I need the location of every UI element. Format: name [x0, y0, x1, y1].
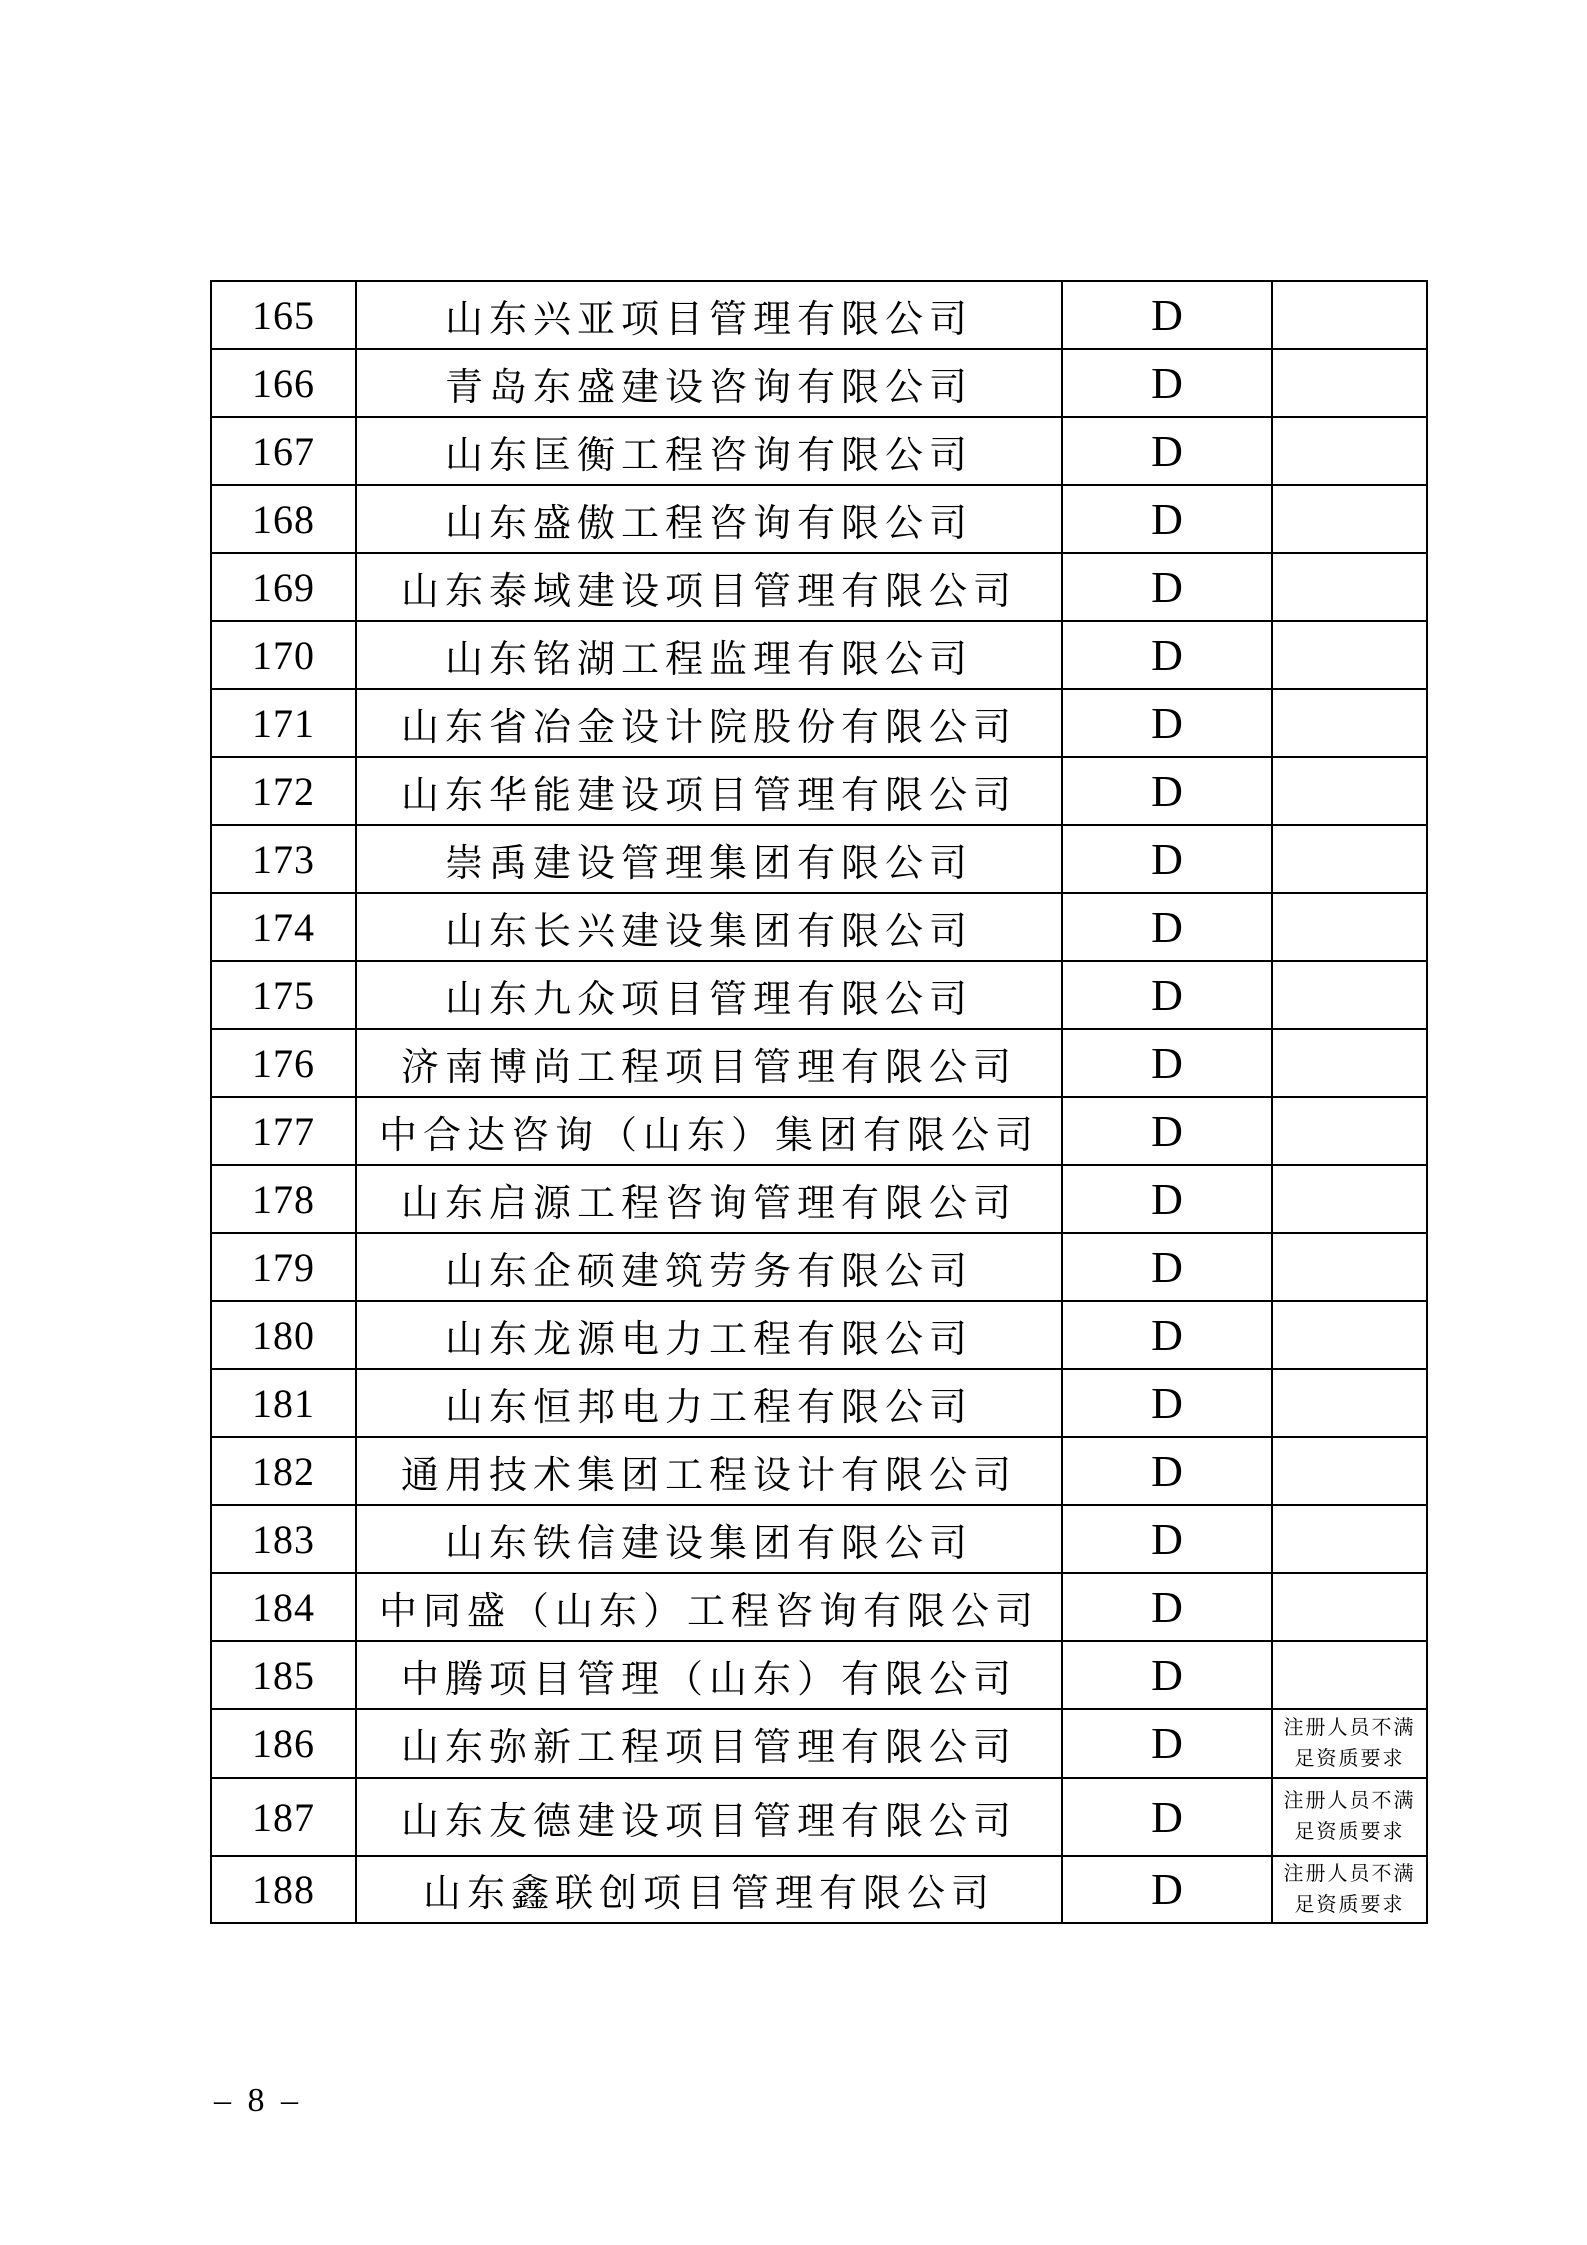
remark-cell: 注册人员不满足资质要求 [1272, 1778, 1427, 1856]
remark-cell [1272, 893, 1427, 961]
grade-cell: D [1062, 281, 1272, 349]
remark-cell [1272, 961, 1427, 1029]
table-row [211, 1301, 1427, 1369]
company-cell: 山东铭湖工程监理有限公司 [356, 621, 1062, 689]
grade-cell: D [1062, 1573, 1272, 1641]
grade-cell: D [1062, 621, 1272, 689]
remark-cell [1272, 1505, 1427, 1573]
company-cell: 山东鑫联创项目管理有限公司 [356, 1856, 1062, 1923]
remark-cell [1272, 1573, 1427, 1641]
serial-cell: 169 [211, 553, 356, 621]
table-row [211, 485, 1427, 553]
remark-cell: 注册人员不满足资质要求 [1272, 1709, 1427, 1778]
table-row [211, 1709, 1427, 1778]
company-cell: 山东恒邦电力工程有限公司 [356, 1369, 1062, 1437]
table-row [211, 281, 1427, 349]
remark-cell [1272, 1097, 1427, 1165]
table-row [211, 893, 1427, 961]
company-cell: 山东匡衡工程咨询有限公司 [356, 417, 1062, 485]
company-cell: 中同盛（山东）工程咨询有限公司 [356, 1573, 1062, 1641]
company-cell: 山东铁信建设集团有限公司 [356, 1505, 1062, 1573]
grade-cell: D [1062, 1301, 1272, 1369]
serial-cell: 177 [211, 1097, 356, 1165]
company-cell: 山东盛傲工程咨询有限公司 [356, 485, 1062, 553]
remark-cell [1272, 281, 1427, 349]
grade-cell: D [1062, 1233, 1272, 1301]
table-row [211, 417, 1427, 485]
company-rating-table [210, 280, 1428, 1924]
grade-cell: D [1062, 417, 1272, 485]
company-cell: 中合达咨询（山东）集团有限公司 [356, 1097, 1062, 1165]
company-cell: 济南博尚工程项目管理有限公司 [356, 1029, 1062, 1097]
table-row [211, 961, 1427, 1029]
table-row [211, 757, 1427, 825]
table-row [211, 1097, 1427, 1165]
company-cell: 山东弥新工程项目管理有限公司 [356, 1709, 1062, 1778]
table-row [211, 825, 1427, 893]
remark-cell [1272, 689, 1427, 757]
serial-cell: 174 [211, 893, 356, 961]
grade-cell: D [1062, 1369, 1272, 1437]
grade-cell: D [1062, 1097, 1272, 1165]
company-cell: 山东长兴建设集团有限公司 [356, 893, 1062, 961]
grade-cell: D [1062, 1778, 1272, 1856]
company-cell: 山东启源工程咨询管理有限公司 [356, 1165, 1062, 1233]
remark-cell [1272, 1233, 1427, 1301]
remark-cell [1272, 349, 1427, 417]
table-row [211, 1856, 1427, 1923]
serial-cell: 173 [211, 825, 356, 893]
table-row [211, 1233, 1427, 1301]
grade-cell: D [1062, 1165, 1272, 1233]
grade-cell: D [1062, 1505, 1272, 1573]
remark-cell [1272, 1301, 1427, 1369]
serial-cell: 181 [211, 1369, 356, 1437]
company-cell: 山东泰域建设项目管理有限公司 [356, 553, 1062, 621]
serial-cell: 172 [211, 757, 356, 825]
grade-cell: D [1062, 1856, 1272, 1923]
table-row [211, 1573, 1427, 1641]
grade-cell: D [1062, 1029, 1272, 1097]
table-body [211, 281, 1427, 1923]
remark-cell [1272, 1641, 1427, 1709]
table-row [211, 1505, 1427, 1573]
table-row [211, 1641, 1427, 1709]
serial-cell: 188 [211, 1856, 356, 1923]
grade-cell: D [1062, 689, 1272, 757]
serial-cell: 167 [211, 417, 356, 485]
serial-cell: 168 [211, 485, 356, 553]
remark-cell [1272, 1029, 1427, 1097]
company-cell: 山东华能建设项目管理有限公司 [356, 757, 1062, 825]
grade-cell: D [1062, 757, 1272, 825]
grade-cell: D [1062, 553, 1272, 621]
company-cell: 山东九众项目管理有限公司 [356, 961, 1062, 1029]
serial-cell: 165 [211, 281, 356, 349]
grade-cell: D [1062, 825, 1272, 893]
company-cell: 山东兴亚项目管理有限公司 [356, 281, 1062, 349]
grade-cell: D [1062, 485, 1272, 553]
company-cell: 崇禹建设管理集团有限公司 [356, 825, 1062, 893]
company-cell: 山东龙源电力工程有限公司 [356, 1301, 1062, 1369]
table-row [211, 553, 1427, 621]
serial-cell: 183 [211, 1505, 356, 1573]
remark-cell [1272, 1165, 1427, 1233]
remark-cell [1272, 553, 1427, 621]
company-cell: 中腾项目管理（山东）有限公司 [356, 1641, 1062, 1709]
remark-cell: 注册人员不满足资质要求 [1272, 1856, 1427, 1923]
grade-cell: D [1062, 893, 1272, 961]
serial-cell: 171 [211, 689, 356, 757]
grade-cell: D [1062, 961, 1272, 1029]
page-number: – 8 – [214, 2082, 302, 2119]
grade-cell: D [1062, 1709, 1272, 1778]
table-row [211, 1437, 1427, 1505]
company-cell: 山东友德建设项目管理有限公司 [356, 1778, 1062, 1856]
table-row [211, 1029, 1427, 1097]
serial-cell: 180 [211, 1301, 356, 1369]
company-cell: 山东企硕建筑劳务有限公司 [356, 1233, 1062, 1301]
table-row [211, 1165, 1427, 1233]
remark-cell [1272, 1369, 1427, 1437]
serial-cell: 182 [211, 1437, 356, 1505]
serial-cell: 166 [211, 349, 356, 417]
serial-cell: 179 [211, 1233, 356, 1301]
serial-cell: 170 [211, 621, 356, 689]
table-row [211, 1369, 1427, 1437]
serial-cell: 184 [211, 1573, 356, 1641]
serial-cell: 186 [211, 1709, 356, 1778]
remark-cell [1272, 757, 1427, 825]
serial-cell: 185 [211, 1641, 356, 1709]
grade-cell: D [1062, 1641, 1272, 1709]
remark-cell [1272, 1437, 1427, 1505]
remark-cell [1272, 417, 1427, 485]
grade-cell: D [1062, 1437, 1272, 1505]
remark-cell [1272, 825, 1427, 893]
table-row [211, 689, 1427, 757]
serial-cell: 176 [211, 1029, 356, 1097]
serial-cell: 178 [211, 1165, 356, 1233]
company-cell: 通用技术集团工程设计有限公司 [356, 1437, 1062, 1505]
remark-cell [1272, 485, 1427, 553]
serial-cell: 187 [211, 1778, 356, 1856]
company-cell: 青岛东盛建设咨询有限公司 [356, 349, 1062, 417]
grade-cell: D [1062, 349, 1272, 417]
table-row [211, 349, 1427, 417]
table-row [211, 1778, 1427, 1856]
remark-cell [1272, 621, 1427, 689]
company-cell: 山东省冶金设计院股份有限公司 [356, 689, 1062, 757]
table-row [211, 621, 1427, 689]
serial-cell: 175 [211, 961, 356, 1029]
